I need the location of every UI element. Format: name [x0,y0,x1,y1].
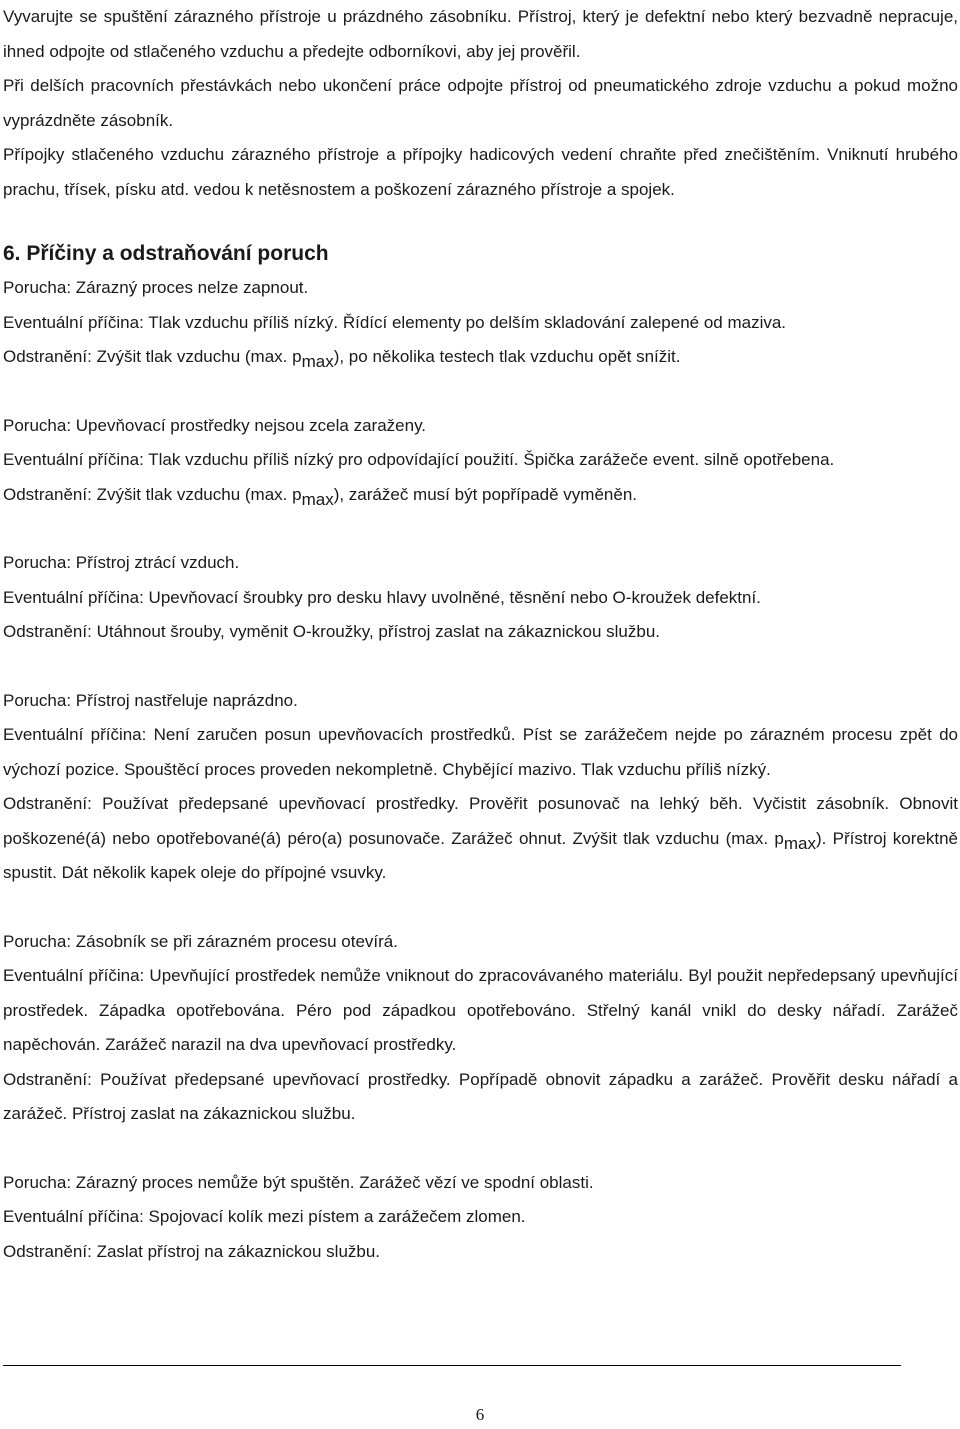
page-number: 6 [475,1405,485,1424]
fault-list [3,271,958,1269]
cause-text: Tlak vzduchu příliš nízký pro odpovídající použití. Špička zarážeče event. silně opotřebena. [148,450,835,469]
fault-spacer [3,650,958,684]
remedy-row [3,787,958,891]
cause-row [3,581,958,616]
remedy-row [3,1235,958,1270]
fault-row [3,684,958,719]
remedy-text: Používat předepsané upevňovací prostředky. Popřípadě obnovit západku a zarážeč. Prověřit desku nářadí a zarážeč. Přístroj zaslat na zákaznickou službu. [3,1069,958,1123]
remedy-label: Odstranění: [3,794,92,813]
remedy-row [3,340,958,375]
fault-label: Porucha: [3,278,72,297]
fault-row [3,1166,958,1201]
cause-text: Není zaručen posun upevňovacích prostředků. Píst se zarážečem nejde po zárazném procesu zpět do výchozí pozice. Spouštěcí proces proveden nekompletně. Chybějící mazivo. Tlak vzduchu příliš nízký. [3,725,958,779]
remedy-label: Odstranění: [3,1241,92,1261]
remedy-text-end: ), zarážeč musí být popřípadě vyměněn. [333,484,638,504]
fault-label: Porucha: [3,931,72,951]
intro-paragraph-1: Vyvarujte se spuštění zárazného přístroje u prázdného zásobníku. Přístroj, který je defektní nebo který bezvadně nepracuje, ihned odpojte od stlačeného vzduchu a předejte odborníkovi, aby jej prověřil. [3,7,958,61]
fault-text: Zásobník se při zárazném procesu otevírá. [75,931,398,951]
cause-row [3,1200,958,1235]
fault-spacer [3,512,958,546]
remedy-text-end: ), po několika testech tlak vzduchu opět snížit. [333,347,681,366]
cause-row [3,718,958,787]
intro-paragraph-3: Přípojky stlačeného vzduchu zárazného přístroje a přípojky hadicových vedení chraňte před znečištěním. Vniknutí hrubého prachu, třísek, písku atd. vedou k netěsnostem a poškození zárazného přístroje a spojek. [3,145,958,199]
remedy-text: Zvýšit tlak vzduchu (max. p [96,484,302,504]
cause-row [3,443,958,478]
remedy-subscript: max [301,489,334,509]
fault-spacer [3,375,958,409]
footer-rule [3,1365,901,1366]
fault-text: Přístroj nastřeluje naprázdno. [75,690,298,710]
fault-text: Přístroj ztrácí vzduch. [75,553,240,572]
remedy-text: Utáhnout šrouby, vyměnit O-kroužky, přístroj zaslat na zákaznickou službu. [96,622,661,641]
fault-text: Upevňovací prostředky nejsou zcela zaraženy. [75,415,427,435]
fault-spacer [3,891,958,925]
fault-row [3,271,958,306]
remedy-text: Zvýšit tlak vzduchu (max. p [96,347,302,366]
document-body [3,0,958,1269]
cause-row [3,959,958,1063]
remedy-label: Odstranění: [3,347,92,366]
cause-label: Eventuální příčina: [3,725,147,744]
cause-text: Spojovací kolík mezi pístem a zarážečem zlomen. [148,1207,526,1226]
remedy-row [3,615,958,650]
fault-row [3,409,958,444]
fault-spacer [3,1132,958,1166]
cause-text: Upevňovací šroubky pro desku hlavy uvolněné, těsnění nebo O-kroužek defektní. [148,587,761,607]
cause-label: Eventuální příčina: [3,966,145,985]
fault-block [3,1166,958,1270]
remedy-label: Odstranění: [3,1069,92,1089]
remedy-row [3,478,958,513]
remedy-label: Odstranění: [3,484,92,504]
remedy-subscript: max [783,833,816,853]
remedy-text: Zaslat přístroj na zákaznickou službu. [96,1241,381,1261]
fault-label: Porucha: [3,690,72,710]
remedy-row [3,1063,958,1132]
fault-block [3,546,958,650]
remedy-text: Používat předepsané upevňovací prostředky. Prověřit posunovač na lehký běh. Vyčistit zásobník. Obnovit poškozené(á) nebo opotřebované(á) péro(a) posunovače. Zarážeč ohnut. Zvýšit tlak vzduchu (max. p [3,794,959,848]
fault-row [3,925,958,960]
fault-block [3,271,958,375]
fault-label: Porucha: [3,1172,72,1192]
fault-block [3,684,958,891]
fault-block [3,409,958,513]
fault-row [3,546,958,581]
cause-label: Eventuální příčina: [3,450,144,469]
cause-label: Eventuální příčina: [3,1207,144,1226]
cause-row [3,306,958,341]
cause-label: Eventuální příčina: [3,312,144,332]
fault-label: Porucha: [3,415,72,435]
section-heading: 6. Příčiny a odstraňování poruch [3,242,329,265]
cause-text: Upevňující prostředek nemůže vniknout do zpracovávaného materiálu. Byl použit nepředepsaný upevňující prostředek. Západka opotřebována. Péro pod západkou opotřebováno. Střelný kanál vnikl do desky nářadí. Zarážeč napěchován. Zarážeč narazil na dva upevňovací prostředky. [3,966,958,1054]
fault-text: Zárazný proces nelze zapnout. [75,278,309,297]
remedy-subscript: max [301,352,334,371]
cause-label: Eventuální příčina: [3,587,144,607]
fault-label: Porucha: [3,553,72,572]
remedy-text-end: ). Přístroj korektně spustit. Dát několik kapek oleje do přípojné vsuvky. [3,828,958,882]
cause-text: Tlak vzduchu příliš nízký. Řídící elementy po delším skladování zalepené od maziva. [148,312,787,332]
remedy-label: Odstranění: [3,622,92,641]
intro-paragraph-2: Při delších pracovních přestávkách nebo ukončení práce odpojte přístroj od pneumatického zdroje vzduchu a pokud možno vyprázdněte zásobník. [3,76,958,130]
fault-block [3,925,958,1132]
fault-text: Zárazný proces nemůže být spuštěn. Zarážeč vězí ve spodní oblasti. [75,1172,594,1192]
